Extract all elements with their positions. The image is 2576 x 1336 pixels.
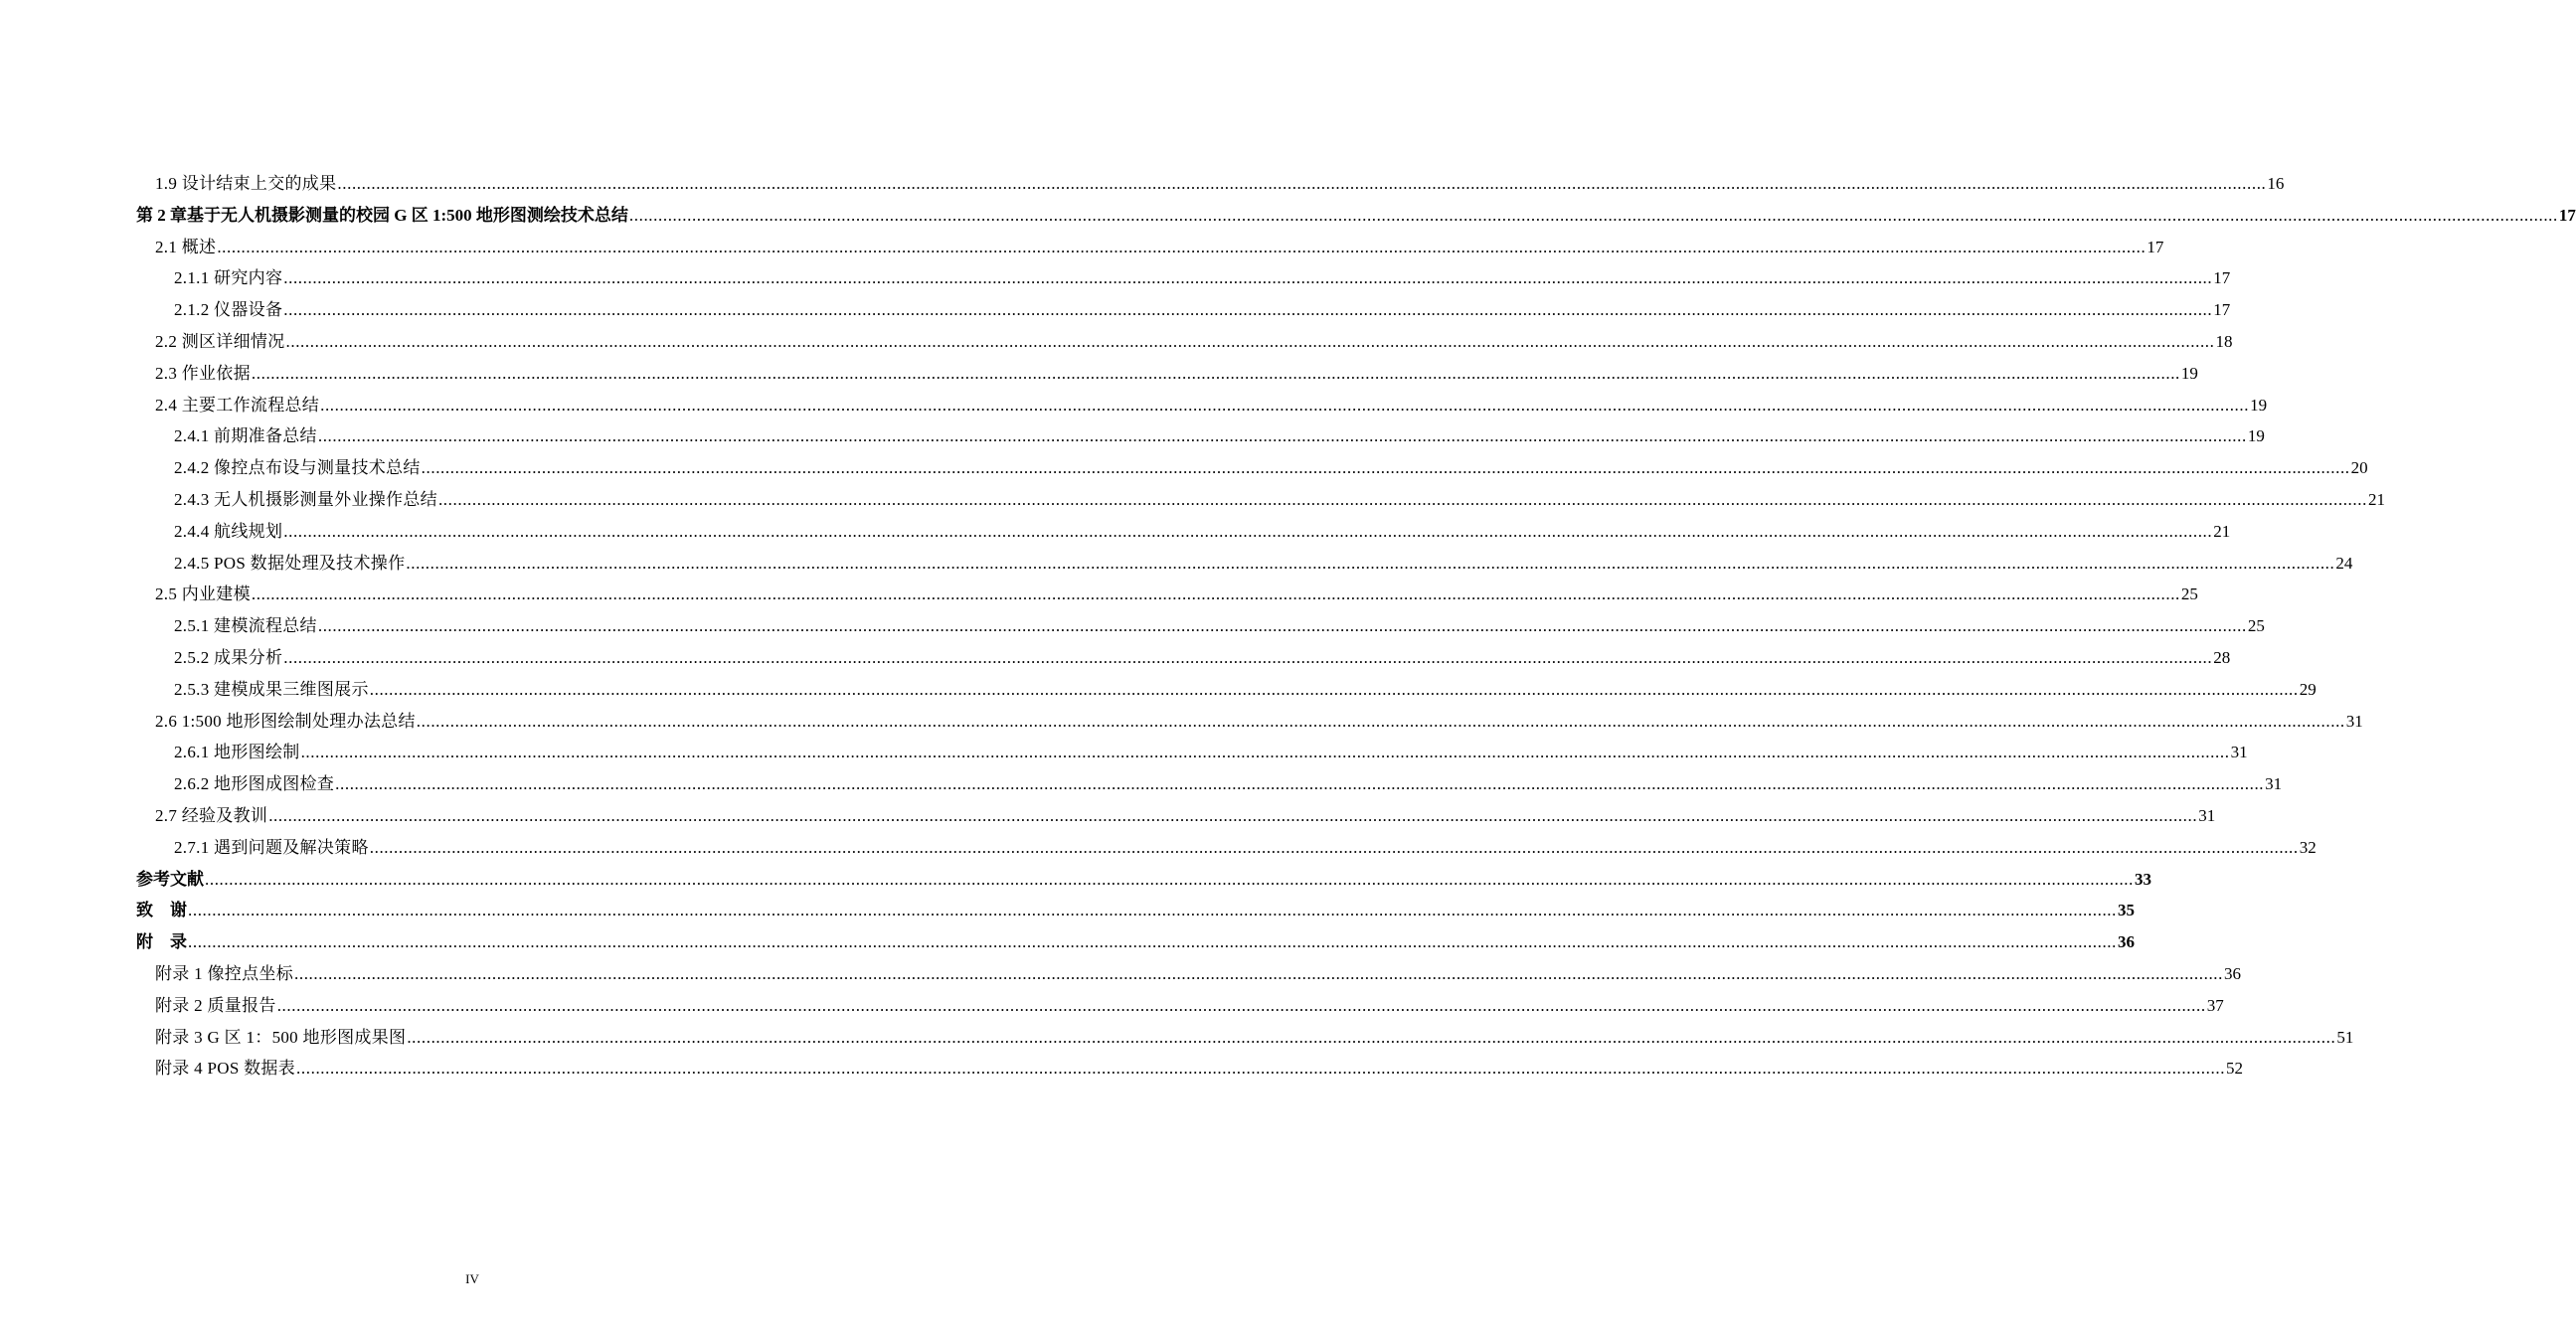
toc-entry[interactable] (136, 201, 2576, 231)
toc-entry[interactable] (155, 169, 2285, 199)
toc-entry-page: 21 (2213, 521, 2231, 541)
toc-entry[interactable] (174, 611, 2265, 641)
toc-entry-label: 2.1 概述 (155, 237, 217, 256)
toc-entry-label: 第 2 章基于无人机摄影测量的校园 G 区 1:500 地形图测绘技术总结 (136, 205, 628, 225)
toc-leader-dots: ................................................................................................................................................................................................................................................................................................................................................................................................................ (283, 300, 2213, 320)
toc-entry-label: 2.2 测区详细情况 (155, 332, 285, 351)
toc-entry-label: 2.4.1 前期准备总结 (174, 426, 317, 446)
toc-entry-label: 2.1.1 研究内容 (174, 268, 283, 288)
toc-entry-label: 2.4.2 像控点布设与测量技术总结 (174, 458, 421, 478)
toc-leader-dots: ................................................................................................................................................................................................................................................................................................................................................................................................................ (406, 553, 2335, 573)
toc-leader-dots: ................................................................................................................................................................................................................................................................................................................................................................................................................ (283, 648, 2213, 667)
toc-entry[interactable] (155, 1054, 2244, 1084)
toc-entry-label: 附录 4 POS 数据表 (155, 1059, 296, 1079)
toc-entry[interactable] (174, 421, 2265, 451)
toc-entry[interactable] (174, 643, 2231, 673)
toc-entry[interactable] (155, 707, 2363, 737)
toc-leader-dots: ................................................................................................................................................................................................................................................................................................................................................................................................................ (283, 268, 2213, 288)
toc-leader-dots: ................................................................................................................................................................................................................................................................................................................................................................................................................ (276, 995, 2206, 1015)
toc-entry-page: 17 (2213, 300, 2231, 320)
toc-entry-label: 2.4.3 无人机摄影测量外业操作总结 (174, 490, 437, 509)
toc-entry-page: 37 (2206, 995, 2224, 1015)
toc-entry-page: 19 (2180, 363, 2198, 383)
toc-entry[interactable] (155, 580, 2198, 609)
toc-entry[interactable] (155, 233, 2164, 262)
toc-entry-page: 25 (2247, 616, 2265, 636)
toc-leader-dots: ................................................................................................................................................................................................................................................................................................................................................................................................................ (283, 521, 2213, 541)
toc-entry-label: 2.5.2 成果分析 (174, 648, 283, 667)
toc-entry[interactable] (174, 738, 2248, 767)
toc-entry-page: 51 (2336, 1027, 2354, 1047)
toc-leader-dots: ................................................................................................................................................................................................................................................................................................................................................................................................................ (296, 1059, 2226, 1079)
toc-entry-page: 36 (2118, 932, 2135, 952)
toc-entry-page: 24 (2335, 553, 2353, 573)
toc-entry-label: 2.6.1 地形图绘制 (174, 743, 300, 762)
toc-entry-label: 致 谢 (136, 901, 187, 920)
toc-leader-dots: ................................................................................................................................................................................................................................................................................................................................................................................................................ (421, 458, 2350, 478)
toc-entry-label: 2.7 经验及教训 (155, 806, 268, 825)
toc-entry-page: 31 (2230, 743, 2248, 762)
toc-entry[interactable] (174, 833, 2317, 863)
toc-leader-dots: ................................................................................................................................................................................................................................................................................................................................................................................................................ (188, 932, 2117, 952)
toc-leader-dots: ................................................................................................................................................................................................................................................................................................................................................................................................................ (285, 332, 2215, 351)
toc-leader-dots: ................................................................................................................................................................................................................................................................................................................................................................................................................ (320, 395, 2250, 415)
toc-leader-dots: ................................................................................................................................................................................................................................................................................................................................................................................................................ (317, 426, 2247, 446)
toc-entry-label: 2.5.3 建模成果三维图展示 (174, 679, 369, 699)
toc-leader-dots: ................................................................................................................................................................................................................................................................................................................................................................................................................ (300, 743, 2230, 762)
toc-entry[interactable] (174, 485, 2385, 515)
toc-entry-label: 2.1.2 仪器设备 (174, 300, 283, 320)
toc-leader-dots: ................................................................................................................................................................................................................................................................................................................................................................................................................ (188, 901, 2117, 920)
toc-entry-label: 附录 2 质量报告 (155, 995, 276, 1015)
toc-entry[interactable] (174, 549, 2353, 579)
toc-entry-label: 2.3 作业依据 (155, 363, 251, 383)
toc-entry-page: 31 (2198, 806, 2216, 825)
toc-entry-label: 2.4.5 POS 数据处理及技术操作 (174, 553, 406, 573)
toc-leader-dots: ................................................................................................................................................................................................................................................................................................................................................................................................................ (416, 711, 2345, 731)
toc-entry[interactable] (155, 1023, 2354, 1053)
toc-entry-page: 17 (2558, 205, 2576, 225)
toc-entry-label: 2.5.1 建模流程总结 (174, 616, 317, 636)
toc-entry[interactable] (174, 517, 2231, 547)
toc-entry-page: 17 (2213, 268, 2231, 288)
toc-entry-label: 2.4.4 航线规划 (174, 521, 283, 541)
toc-entry[interactable] (174, 453, 2368, 483)
toc-entry-label: 1.9 设计结束上交的成果 (155, 174, 337, 193)
toc-entry-label: 2.4 主要工作流程总结 (155, 395, 320, 415)
toc-entry[interactable] (174, 263, 2231, 293)
page-number: IV (465, 1271, 479, 1286)
toc-leader-dots: ................................................................................................................................................................................................................................................................................................................................................................................................................ (335, 774, 2265, 794)
toc-entry-page: 20 (2350, 458, 2368, 478)
toc-entry-page: 32 (2299, 837, 2317, 857)
toc-entry-page: 19 (2250, 395, 2268, 415)
toc-entry[interactable] (155, 801, 2216, 831)
toc-entry-page: 16 (2267, 174, 2285, 193)
toc-entry[interactable] (136, 896, 2135, 925)
toc-entry[interactable] (155, 391, 2268, 420)
toc-leader-dots: ................................................................................................................................................................................................................................................................................................................................................................................................................ (369, 679, 2299, 699)
toc-leader-dots: ................................................................................................................................................................................................................................................................................................................................................................................................................ (251, 584, 2180, 604)
toc-entry[interactable] (174, 769, 2283, 799)
toc-entry-label: 附 录 (136, 932, 187, 952)
toc-entry[interactable] (136, 865, 2151, 895)
toc-entry-label: 附录 1 像控点坐标 (155, 964, 293, 983)
toc-entry-label: 2.5 内业建模 (155, 584, 251, 604)
toc-entry-page: 19 (2247, 426, 2265, 446)
toc-entry-page: 36 (2224, 964, 2241, 983)
toc-entry[interactable] (155, 327, 2233, 357)
toc-entry-page: 18 (2215, 332, 2233, 351)
toc-leader-dots: ................................................................................................................................................................................................................................................................................................................................................................................................................ (251, 363, 2180, 383)
toc-entry[interactable] (155, 359, 2198, 389)
toc-leader-dots: ................................................................................................................................................................................................................................................................................................................................................................................................................ (337, 174, 2267, 193)
toc-leader-dots: ................................................................................................................................................................................................................................................................................................................................................................................................................ (217, 237, 2147, 256)
toc-entry-page: 21 (2367, 490, 2385, 509)
toc-entry-label: 参考文献 (136, 869, 204, 889)
toc-leader-dots: ................................................................................................................................................................................................................................................................................................................................................................................................................ (437, 490, 2367, 509)
toc-entry-page: 25 (2180, 584, 2198, 604)
toc-entry-page: 31 (2265, 774, 2283, 794)
toc-leader-dots: ................................................................................................................................................................................................................................................................................................................................................................................................................ (294, 964, 2223, 983)
toc-leader-dots: ................................................................................................................................................................................................................................................................................................................................................................................................................ (407, 1027, 2336, 1047)
toc-entry-page: 52 (2226, 1059, 2244, 1079)
toc-entry[interactable] (174, 675, 2317, 705)
toc-entry-page: 31 (2345, 711, 2363, 731)
toc-leader-dots: ................................................................................................................................................................................................................................................................................................................................................................................................................ (369, 837, 2299, 857)
toc-entry-page: 29 (2299, 679, 2317, 699)
toc-entry-page: 33 (2135, 869, 2151, 889)
toc-entry-label: 2.6.2 地形图成图检查 (174, 774, 335, 794)
toc-entry-label: 附录 3 G 区 1：500 地形图成果图 (155, 1027, 407, 1047)
toc-entry[interactable] (155, 959, 2241, 989)
toc-entry[interactable] (155, 991, 2224, 1021)
toc-entry-label: 2.6 1:500 地形图绘制处理办法总结 (155, 711, 416, 731)
toc-entry-page: 17 (2147, 237, 2164, 256)
toc-leader-dots: ................................................................................................................................................................................................................................................................................................................................................................................................................ (628, 205, 2558, 225)
toc-entry-page: 28 (2213, 648, 2231, 667)
toc-leader-dots: ................................................................................................................................................................................................................................................................................................................................................................................................................ (268, 806, 2198, 825)
toc-leader-dots: ................................................................................................................................................................................................................................................................................................................................................................................................................ (205, 869, 2134, 889)
toc-leader-dots: ................................................................................................................................................................................................................................................................................................................................................................................................................ (317, 616, 2247, 636)
toc-entry[interactable] (174, 295, 2231, 325)
toc-entry-label: 2.7.1 遇到问题及解决策略 (174, 837, 369, 857)
toc-entry-page: 35 (2118, 901, 2135, 920)
toc-entry[interactable] (136, 927, 2135, 957)
